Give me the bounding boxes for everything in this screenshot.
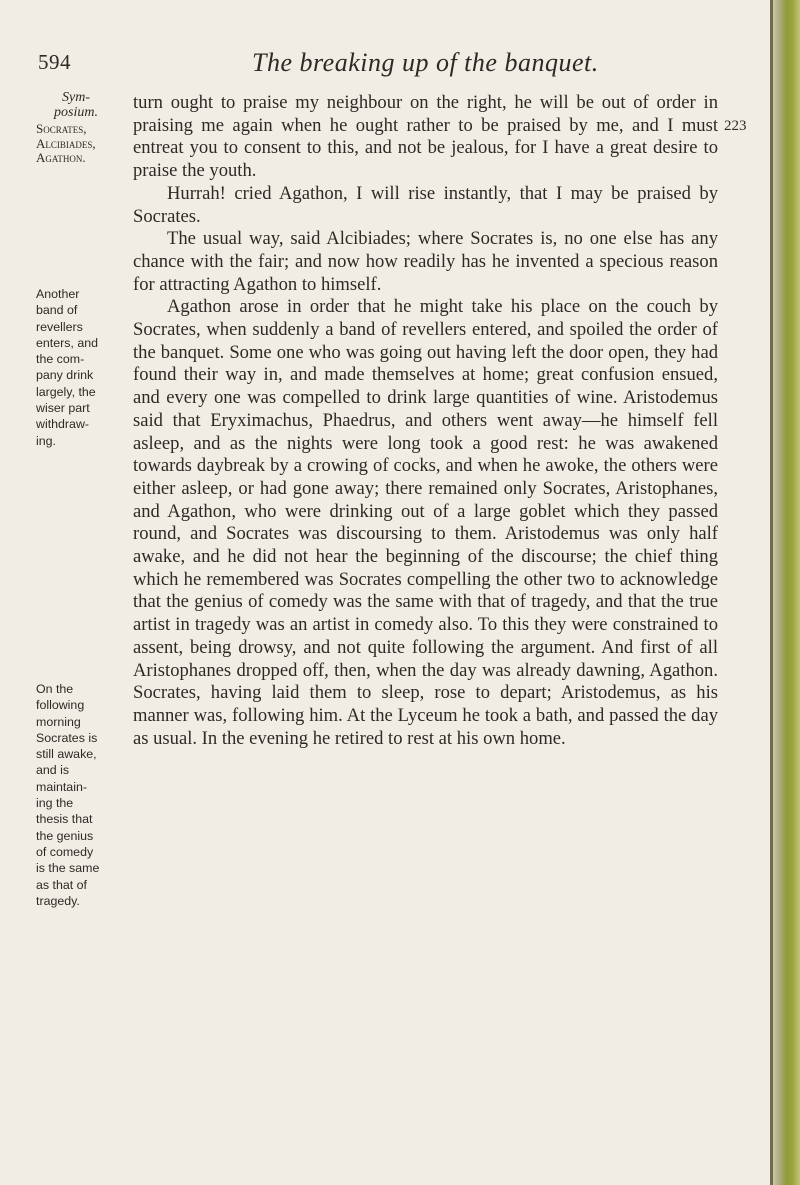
- page-edge-strip: [770, 0, 800, 1185]
- margin-note-revellers-text: Another band of revellers enters, and the com- pany drink largely, the wiser part withdraw- ing.: [36, 287, 98, 448]
- margin-speakers-text: Socrates, Alcibiades, Agathon.: [36, 121, 96, 165]
- margin-work-title: [36, 90, 116, 120]
- paragraph: The usual way, said Alcibiades; where Socrates is, no one else has any chance with the fair; and now how readily has he invented a specious reason for attracting Agathon to himself.: [133, 228, 718, 295]
- margin-note-revellers: [36, 286, 116, 449]
- margin-work-title-text: Sym- posium.: [54, 90, 98, 120]
- paragraph: turn ought to praise my neighbour on the right, he will be out of order in praising me again when he ought rather to be praised by me, and I must entreat you to consent to this, and not be jealous, for I have a great desire to praise the youth.: [133, 92, 718, 182]
- stephanus-number: 223: [724, 118, 747, 134]
- margin-note-morning: [36, 681, 116, 909]
- running-title: The breaking up of the banquet.: [252, 48, 599, 77]
- page-number: 594: [38, 50, 71, 74]
- margin-speakers: [36, 122, 116, 166]
- body-text: [133, 92, 718, 750]
- paragraph: Hurrah! cried Agathon, I will rise instantly, that I may be praised by Socrates.: [133, 182, 718, 227]
- paragraph: Agathon arose in order that he might take his place on the couch by Socrates, when suddenly a band of revellers entered, and spoiled the order of the banquet. Some one who was going out having left the door open, they had found their way in, and made themselves at home; great confusion ensued, and every one was compelled to drink large quantities of wine. Aristodemus said that Eryximachus, Phaedrus, and others went away—he himself fell asleep, and as the nights were long took a good rest: he was awakened towards daybreak by a crowing of cocks, and when he awoke, the others were either asleep, or had gone away; there remained only Socrates, Aristophanes, and Agathon, who were drinking out of a large goblet which they passed round, and Socrates was discoursing to them. Aristodemus was only half awake, and he did not hear the beginning of the discourse; the chief thing which he remembered was Socrates compelling the other two to acknowledge that the genius of comedy was the same with that of tragedy, and that the true artist in tragedy was an artist in comedy also. To this they were constrained to assent, being drowsy, and not quite following the argument. And first of all Aristophanes dropped off, then, when the day was already dawning, Agathon. Socrates, having laid them to sleep, rose to depart; Aristodemus, as his manner was, following him. At the Lyceum he took a bath, and passed the day as usual. In the evening he retired to rest at his own home.: [133, 296, 718, 749]
- margin-note-morning-text: On the following morning Socrates is still awake, and is maintain- ing the thesis that the genius of comedy is the same as that of tragedy.: [36, 682, 100, 908]
